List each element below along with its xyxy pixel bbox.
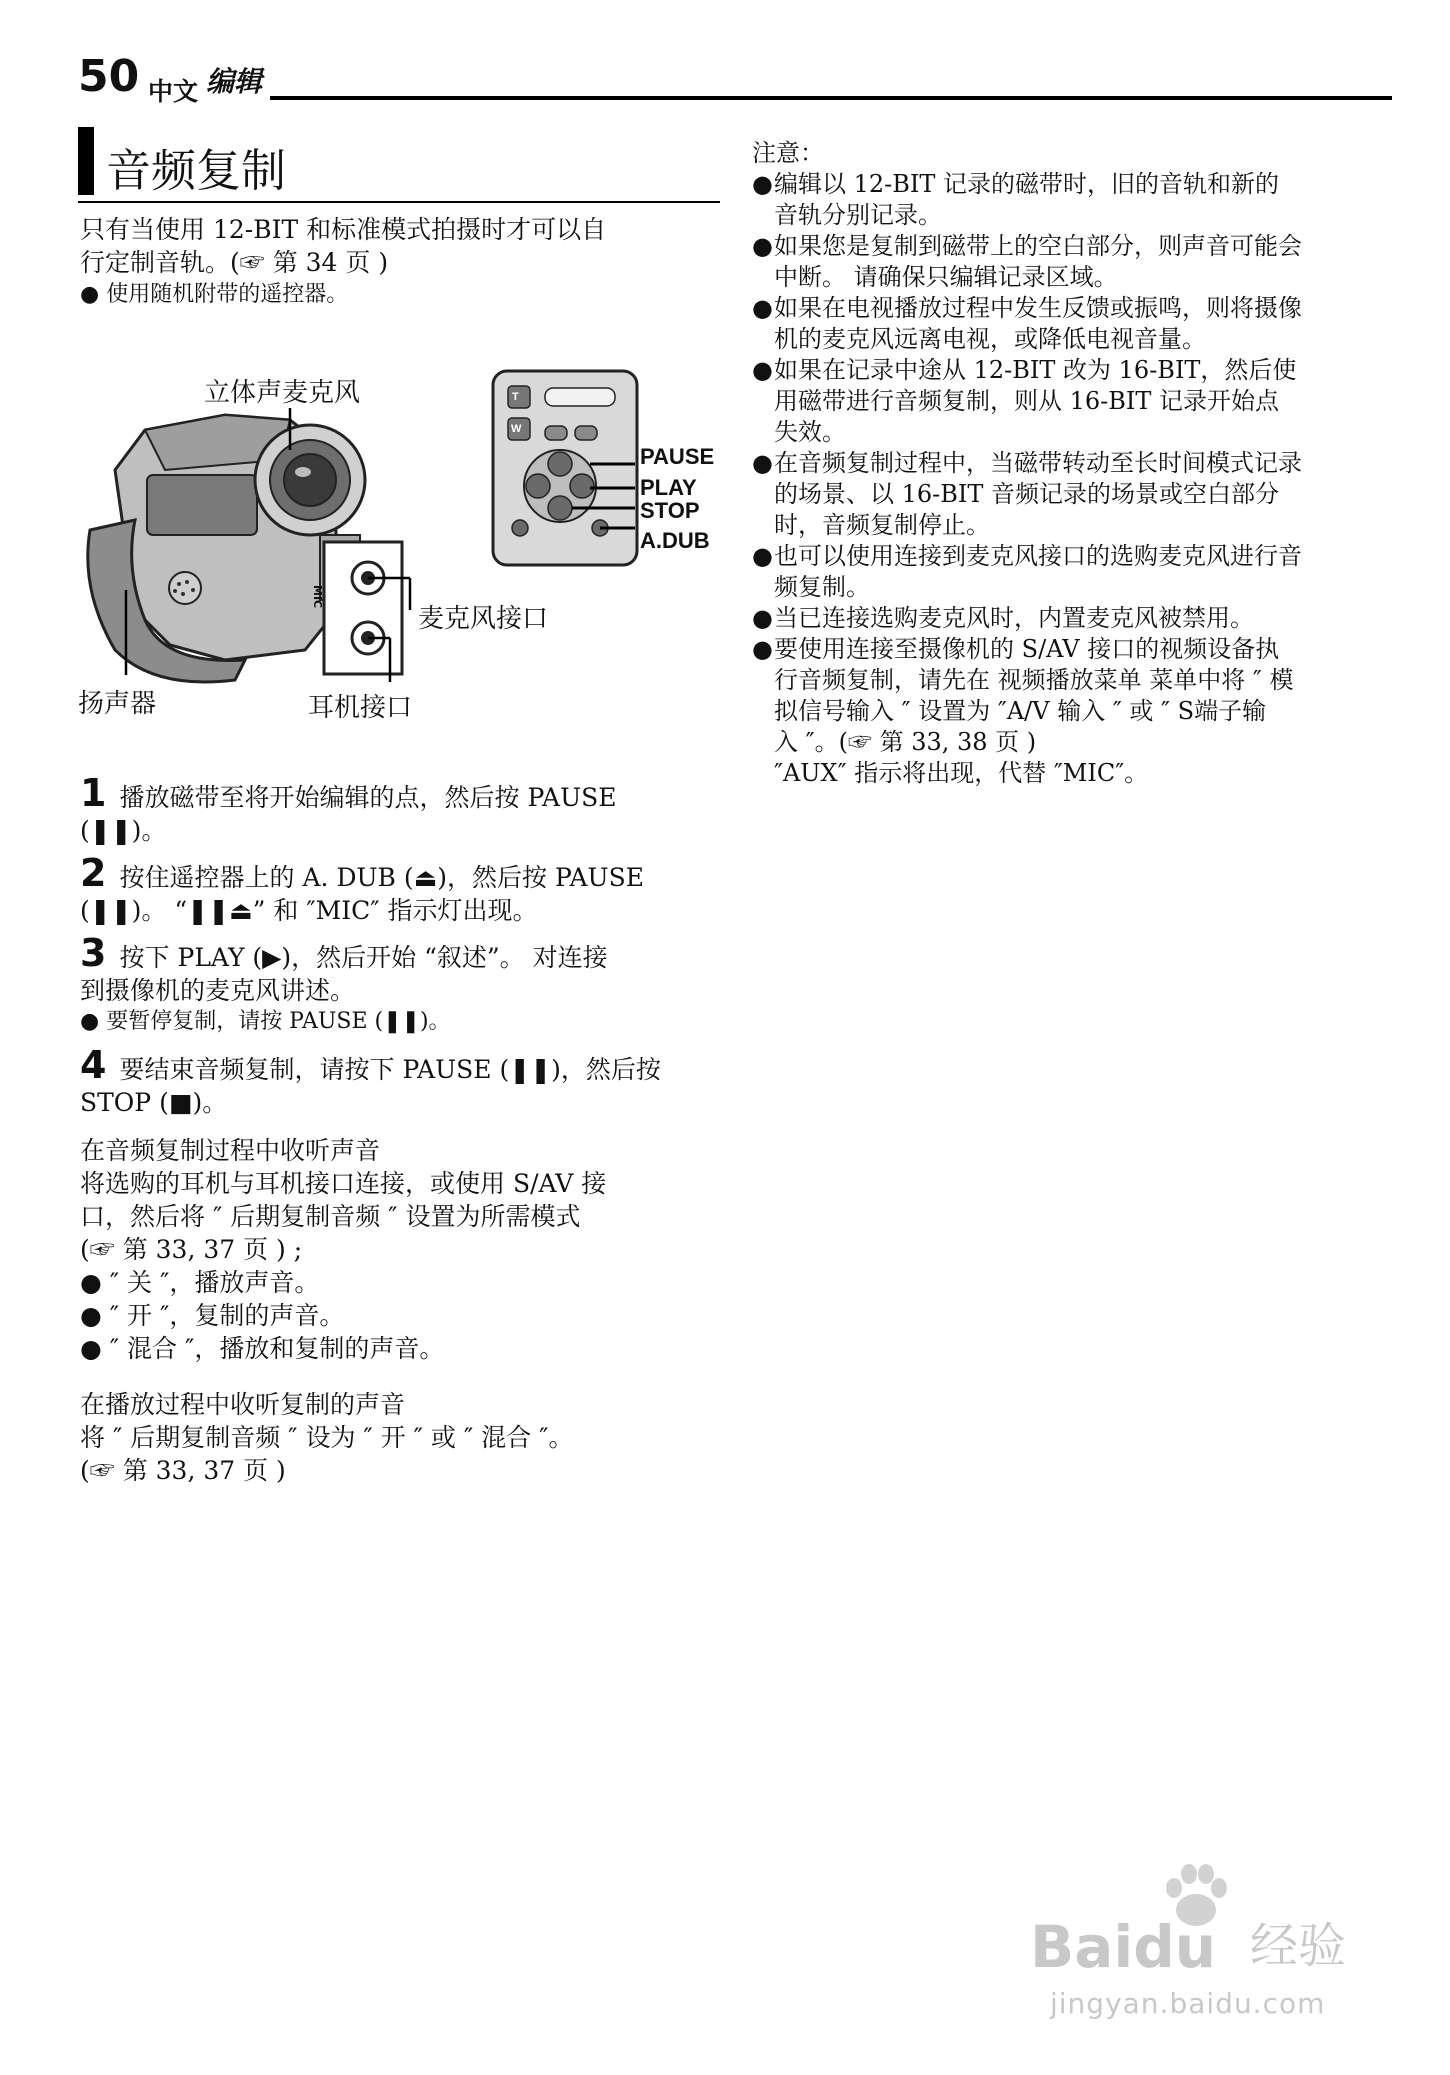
intro-line-1: 只有当使用 12-BIT 和标准模式拍摄时才可以自 (80, 215, 607, 244)
monitor-line: ● ″ 关 ″，播放声音。 (80, 1268, 320, 1297)
step-1-line-1: 播放磁带至将开始编辑的点，然后按 PAUSE (119, 783, 617, 812)
step-1-line-2: (❚❚)。 (80, 816, 167, 845)
monitor-line: 将选购的耳机与耳机接口连接，或使用 S/AV 接 (80, 1169, 607, 1198)
notes-section (752, 138, 1412, 789)
note-item: ●如果在记录中途从 12-BIT 改为 16-BIT，然后使 用磁带进行音频复制，则从 16-BIT 记录开始点 失效。 (752, 356, 1297, 446)
playback-line: 将 ″ 后期复制音频 ″ 设为 ″ 开 ″ 或 ″ 混合 ″。 (80, 1423, 574, 1452)
label-pause: PAUSE (640, 444, 715, 469)
step-3-bullet: ● 要暂停复制，请按 PAUSE (❚❚)。 (80, 1009, 451, 1034)
step-3-line-2: 到摄像机的麦克风讲述。 (80, 976, 356, 1005)
monitor-line: ● ″ 混合 ″，播放和复制的声音。 (80, 1334, 445, 1363)
step-4-line-1: 要结束音频复制，请按下 PAUSE (❚❚)，然后按 (119, 1055, 661, 1084)
watermark-product: 经验 (1250, 1918, 1347, 1974)
label-mic-jack: 麦克风接口 (418, 604, 549, 634)
note-item: ●也可以使用连接到麦克风接口的选购麦克风进行音 频复制。 (752, 542, 1302, 601)
step-2-number: 2 (80, 851, 107, 895)
step-3-line-1: 按下 PLAY (▶)，然后开始 “叙述”。 对连接 (119, 943, 608, 972)
step-3-number: 3 (80, 931, 107, 975)
step-2-line-1: 按住遥控器上的 A. DUB (⏏)，然后按 PAUSE (119, 863, 644, 892)
note-item: ●如果在电视播放过程中发生反馈或振鸣，则将摄像 机的麦克风远离电视，或降低电视音量。 (752, 294, 1302, 353)
remote-t-button-label: T (512, 391, 519, 403)
monitor-section (80, 1134, 730, 1365)
label-stop: STOP (640, 498, 700, 523)
notes-heading: 注意： (752, 139, 824, 167)
intro-line-2: 行定制音轨。(☞ 第 34 页 ) (80, 248, 389, 277)
note-item: ●如果您是复制到磁带上的空白部分，则声音可能会 中断。 请确保只编辑记录区域。 (752, 232, 1302, 291)
watermark-url: jingyan.baidu.com (1050, 1987, 1326, 2020)
label-headphone-jack: 耳机接口 (308, 693, 413, 723)
step-4 (80, 1043, 720, 1119)
playback-section (80, 1388, 730, 1487)
figure-leader-lines (0, 0, 720, 720)
mic-jack-text: MIC (311, 585, 324, 609)
page-number: 50 (78, 51, 140, 102)
playback-heading: 在播放过程中收听复制的声音 (80, 1390, 406, 1419)
label-adub: A.DUB (640, 528, 710, 553)
label-speaker: 扬声器 (78, 689, 157, 719)
step-4-line-2: STOP (■)。 (80, 1088, 228, 1117)
note-item: ●编辑以 12-BIT 记录的磁带时，旧的音轨和新的 音轨分别记录。 (752, 170, 1280, 229)
monitor-line: 口，然后将 ″ 后期复制音频 ″ 设置为所需模式 (80, 1202, 581, 1231)
step-4-number: 4 (80, 1043, 107, 1087)
step-2-line-2: (❚❚)。 “❚❚⏏” 和 ″MIC″ 指示灯出现。 (80, 896, 538, 925)
remote-w-button-label: W (511, 423, 522, 435)
monitor-line: (☞ 第 33, 37 页 ) ; (80, 1235, 303, 1264)
step-3 (80, 931, 720, 1037)
header-section: 编辑 (206, 65, 263, 98)
label-play: PLAY (640, 475, 697, 500)
page-title: 音频复制 (106, 144, 287, 197)
monitor-heading: 在音频复制过程中收听声音 (80, 1136, 381, 1165)
header-language: 中文 (148, 77, 199, 106)
note-item: ●在音频复制过程中，当磁带转动至长时间模式记录 的场景、以 16-BIT 音频记录的场景或空白部分 时，音频复制停止。 (752, 449, 1302, 539)
note-item: ●当已连接选购麦克风时，内置麦克风被禁用。 (752, 604, 1254, 632)
watermark-brand: Baidu (1030, 1913, 1217, 1981)
playback-line: (☞ 第 33, 37 页 ) (80, 1456, 286, 1485)
monitor-line: ● ″ 开 ″，复制的声音。 (80, 1301, 345, 1330)
step-2 (80, 851, 720, 927)
step-1-number: 1 (80, 771, 107, 815)
intro-bullet: ● 使用随机附带的遥控器。 (80, 282, 349, 307)
label-stereo-mic: 立体声麦克风 (204, 378, 361, 408)
step-1 (80, 771, 720, 847)
note-item: ●要使用连接至摄像机的 S/AV 接口的视频设备执 行音频复制，请先在 视频播放菜单 菜单中将 ″ 模 拟信号输入 ″ 设置为 ″A/V 输入 ″ 或 ″ S端子输 入 ″。(☞ 第 33, 38 页 ) ″AUX″ 指示将出现，代替 ″MIC″。 (752, 635, 1294, 787)
